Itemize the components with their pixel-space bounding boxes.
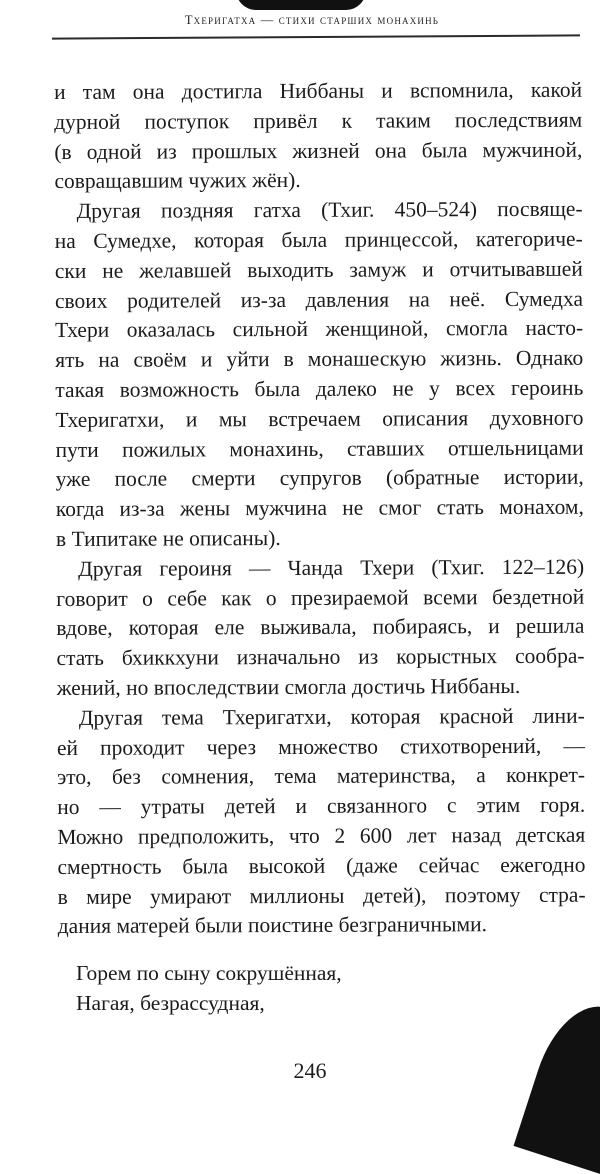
- text-line: в Типитаке не описаны).: [55, 525, 281, 551]
- body-text: [54, 76, 586, 942]
- text-line: такая возможность была далеко не у всех героинь: [55, 375, 584, 402]
- text-line: вдове, которая еле выживала, побираясь, и решила: [56, 614, 585, 641]
- text-line: это, без сомнения, тема материнства, а конкрет-: [56, 763, 586, 790]
- text-line: когда из-за жены мужчина не смог стать монахом,: [55, 494, 584, 522]
- text-line: ей проходит через множество стихотворений, —: [56, 733, 585, 760]
- poem-line: Горем по сыну сокрушённая,: [76, 961, 342, 985]
- text-line: Можно предположить, что 2 600 лет назад детская: [57, 822, 586, 849]
- text-line: но — утраты детей и связанного с этим горя.: [57, 792, 586, 820]
- text-line: Тхеригатхи, и мы встречаем описания духовного: [55, 405, 584, 432]
- scan-shadow-corner: [514, 994, 600, 1174]
- header-rule: [52, 34, 580, 39]
- running-head: Тхеригатха — стихи старших монахинь: [184, 13, 440, 27]
- text-line: и там она достигла Ниббаны и вспомнила, какой: [54, 77, 583, 104]
- page-number: 246: [293, 1058, 327, 1083]
- text-line: смертность была высокой (даже сейчас ежегодно: [57, 852, 586, 879]
- text-line: пути пожилых монахинь, ставших отшельницами: [55, 435, 584, 462]
- text-line: (в одной из прошлых жизней она была мужчиной,: [54, 137, 583, 164]
- text-line: жений, но впоследствии смогла достичь Ниббаны.: [56, 673, 521, 700]
- text-line: дурной поступок привёл к таким последствиям: [54, 107, 583, 134]
- text-line: на Сумедхе, которая была принцессой, категориче-: [54, 226, 583, 253]
- text-line: стать бхиккхуни изначально из корыстных сообра-: [56, 643, 585, 671]
- scan-shadow-top: [236, 0, 366, 10]
- text-line: говорит о себе как о презираемой всеми бездетной: [56, 584, 585, 611]
- text-line: уже после смерти супругов (обратные истории,: [55, 465, 584, 492]
- text-line: ски не желавшей выходить замуж и отчитывавшей: [54, 256, 583, 283]
- text-line: дания матерей были поистине безграничными.: [57, 912, 488, 939]
- text-line: Другая тема Тхеригатхи, которая красной лини-: [78, 703, 585, 730]
- text-line: Другая поздняя гатха (Тхиг. 450–524) посвяще-: [76, 196, 583, 224]
- text-line: Другая героиня — Чанда Тхери (Тхиг. 122–126): [78, 554, 585, 581]
- poem-line: Нагая, безрассудная,: [76, 991, 265, 1015]
- text-line: своих родителей из-за давления на неё. Сумедха: [54, 286, 584, 313]
- text-line: в мире умирают миллионы детей), поэтому стра-: [57, 882, 586, 909]
- text-line: ять на своём и уйти в монашескую жизнь. Однако: [55, 345, 584, 373]
- text-line: совращавшим чужих жён).: [54, 168, 301, 194]
- poem-excerpt: [76, 958, 496, 1018]
- text-line: Тхери оказалась сильной женщиной, смогла насто-: [55, 316, 584, 343]
